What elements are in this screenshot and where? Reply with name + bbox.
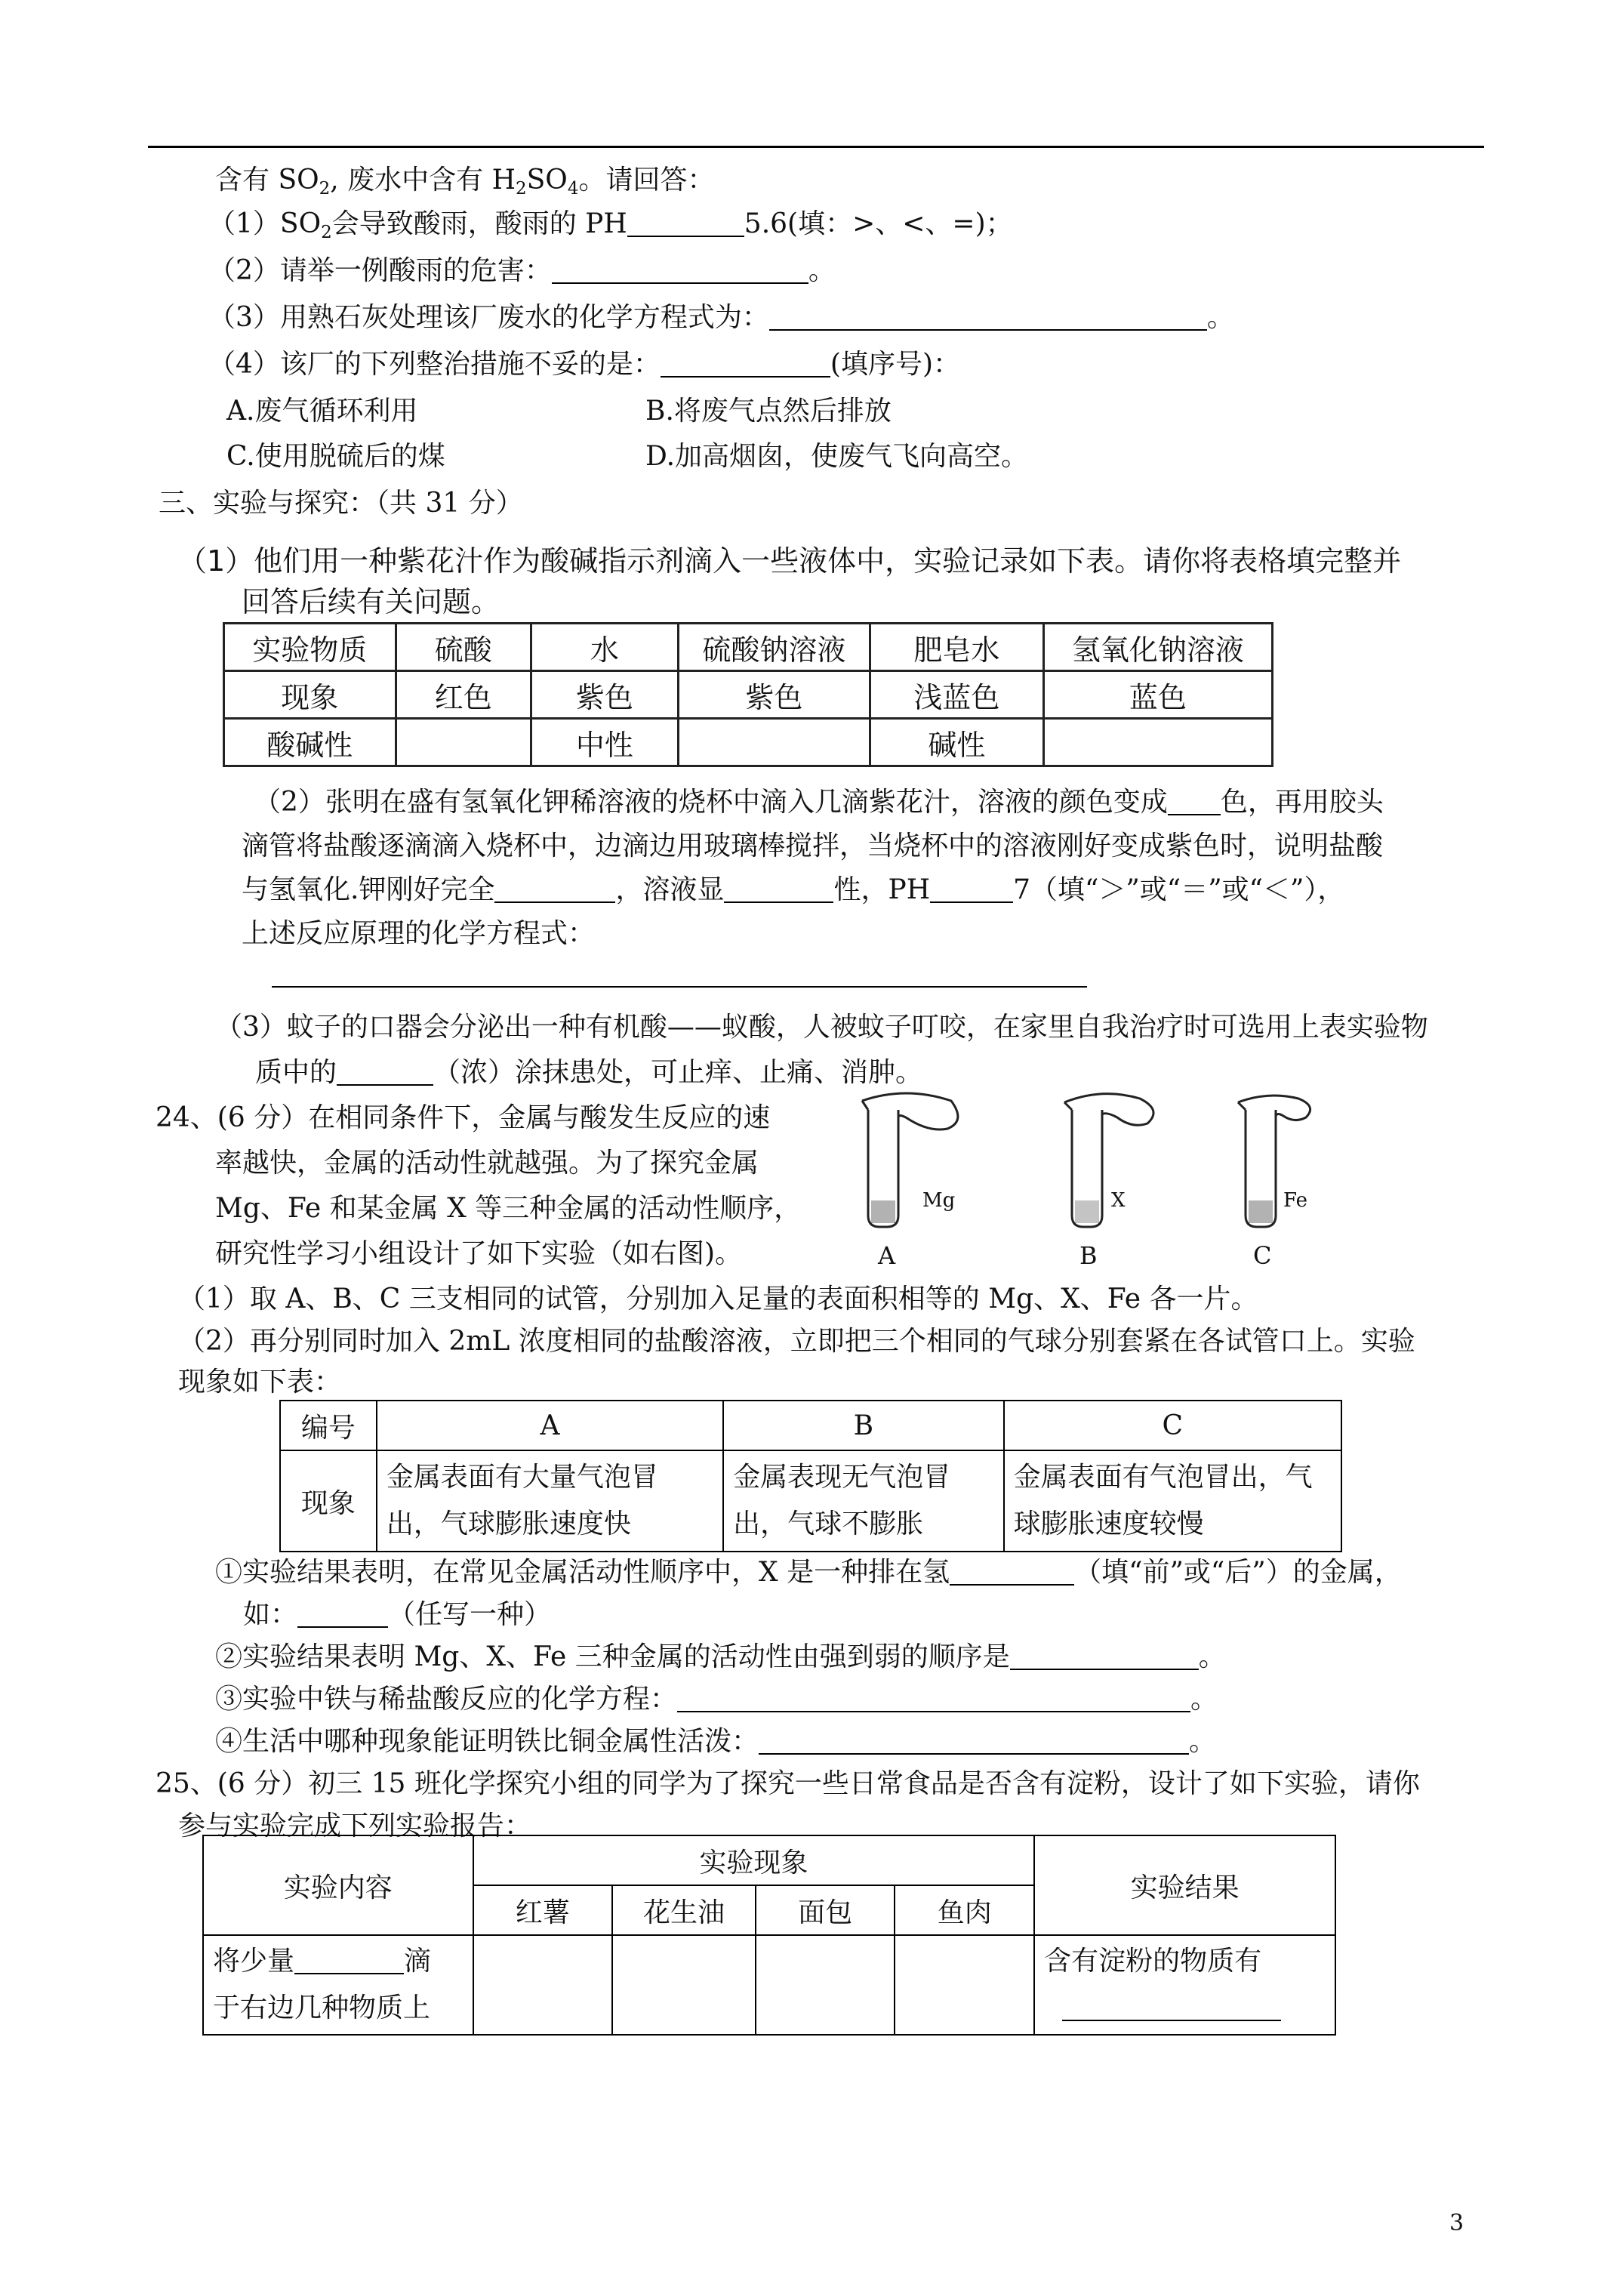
answer-cell[interactable] bbox=[473, 1935, 613, 2035]
part2-line1: （2）张明在盛有氢氧化钾稀溶液的烧杯中滴入几滴紫花汁，溶液的颜色变成 色，再用胶头 bbox=[254, 787, 1384, 818]
blank[interactable] bbox=[552, 255, 808, 284]
table-row bbox=[280, 1450, 1341, 1552]
part1-line1: （1）他们用一种紫花汁作为酸碱指示剂滴入一些液体中，实验记录如下表。请你将表格填完整并 bbox=[178, 544, 1402, 578]
table-cell: 酸碱性 bbox=[224, 719, 396, 766]
question-intro: 含有 $SO_2$, 废水中含有 $H_2SO_4$。请回答： bbox=[215, 165, 715, 199]
option-c: C.使用脱硫后的煤 bbox=[226, 441, 445, 472]
table-cell: 紫色 bbox=[531, 671, 679, 719]
blank[interactable] bbox=[1168, 787, 1221, 815]
answer-cell[interactable] bbox=[1043, 719, 1272, 766]
starch-report-table bbox=[202, 1835, 1336, 2036]
conclusion-2: ②实验结果表明 Mg、X、Fe 三种金属的活动性由强到弱的顺序是 。 bbox=[215, 1641, 1226, 1672]
question-2: （2）请举一例酸雨的危害： 。 bbox=[208, 255, 836, 286]
table-cell: B bbox=[723, 1401, 1003, 1450]
table-cell: 氢氧化钠溶液 bbox=[1043, 624, 1272, 671]
part3-line2: 质中的 （浓）涂抹患处，可止痒、止痛、消肿。 bbox=[255, 1057, 923, 1088]
option-a: A.废气循环利用 bbox=[226, 396, 418, 427]
blank[interactable] bbox=[724, 874, 833, 903]
table-cell: 肥皂水 bbox=[870, 624, 1044, 671]
q24-step2b: 现象如下表： bbox=[178, 1367, 342, 1398]
table-cell: 含有淀粉的物质有 bbox=[1034, 1935, 1335, 2035]
table-cell: A bbox=[377, 1401, 723, 1450]
table-cell: 水 bbox=[531, 624, 679, 671]
equation-blank[interactable] bbox=[272, 986, 1087, 988]
table-cell: 将少量 滴 于右边几种物质上 bbox=[203, 1935, 473, 2035]
table-cell: 现象 bbox=[280, 1450, 377, 1552]
tube-label-x: X bbox=[1111, 1189, 1126, 1212]
conclusion-1b: 如： （任写一种） bbox=[243, 1599, 552, 1630]
tube-letter-b: B bbox=[1079, 1241, 1098, 1270]
answer-cell[interactable] bbox=[895, 1935, 1034, 2035]
conclusion-3: ③实验中铁与稀盐酸反应的化学方程： 。 bbox=[215, 1684, 1218, 1715]
table-cell: 鱼肉 bbox=[895, 1885, 1034, 1935]
blank[interactable] bbox=[1062, 1992, 1281, 2021]
table-cell: 硫酸钠溶液 bbox=[678, 624, 870, 671]
part2-line4: 上述反应原理的化学方程式： bbox=[242, 918, 596, 949]
table-row bbox=[203, 1935, 1335, 2035]
blank[interactable] bbox=[759, 1726, 1189, 1755]
blank[interactable] bbox=[337, 1057, 433, 1086]
answer-cell[interactable] bbox=[678, 719, 870, 766]
q24-step1: （1）取 A、B、C 三支相同的试管，分别加入足量的表面积相等的 Mg、X、Fe 各一片。 bbox=[178, 1284, 1258, 1314]
part2-line3: 与氢氧化.钾刚好完全 ，溶液显 性，PH 7（填“＞”或“＝”或“＜”）， bbox=[242, 874, 1345, 905]
tube-label-mg: Mg bbox=[922, 1189, 956, 1212]
q24-line4: 研究性学习小组设计了如下实验（如右图)。 bbox=[215, 1238, 743, 1269]
question-4: （4）该厂的下列整治措施不妥的是： (填序号)： bbox=[208, 349, 960, 380]
blank[interactable] bbox=[627, 208, 744, 237]
phenomena-table bbox=[279, 1400, 1342, 1552]
header-rule bbox=[148, 146, 1484, 148]
page-number: 3 bbox=[1449, 2210, 1464, 2236]
table-cell: 编号 bbox=[280, 1401, 377, 1450]
table-row bbox=[224, 719, 1273, 766]
part2-line2: 滴管将盐酸逐滴滴入烧杯中，边滴边用玻璃棒搅拌，当烧杯中的溶液刚好变成紫色时，说明盐酸 bbox=[242, 831, 1384, 861]
answer-cell[interactable] bbox=[396, 719, 531, 766]
indicator-table bbox=[223, 622, 1273, 767]
table-cell: 金属表面有气泡冒出，气 球膨胀速度较慢 bbox=[1004, 1450, 1341, 1552]
table-cell: 紫色 bbox=[678, 671, 870, 719]
q24-line3: Mg、Fe 和某金属 X 等三种金属的活动性顺序， bbox=[215, 1193, 802, 1224]
table-cell: 红色 bbox=[396, 671, 531, 719]
question-1: $(1)SO_2$会导致酸雨，酸雨的 PH 5.6(填：>、<、=)； bbox=[208, 208, 1013, 242]
section-title: 三、实验与探究：（共 31 分） bbox=[159, 488, 523, 519]
blank[interactable] bbox=[930, 874, 1013, 903]
q24-line1: 24、(6 分）在相同条件下，金属与酸发生反应的速 bbox=[156, 1102, 771, 1133]
table-cell: 实验内容 bbox=[203, 1835, 473, 1935]
part1-line2: 回答后续有关问题。 bbox=[242, 585, 500, 618]
table-cell: 金属表现无气泡冒 出，气球不膨胀 bbox=[723, 1450, 1003, 1552]
table-cell: 实验结果 bbox=[1034, 1835, 1335, 1935]
table-cell: 面包 bbox=[756, 1885, 895, 1935]
table-cell: 实验物质 bbox=[224, 624, 396, 671]
answer-cell[interactable] bbox=[612, 1935, 756, 2035]
tube-label-fe: Fe bbox=[1283, 1189, 1308, 1212]
blank[interactable] bbox=[294, 1946, 404, 1974]
answer-cell[interactable] bbox=[756, 1935, 895, 2035]
table-cell: 碱性 bbox=[870, 719, 1044, 766]
table-row bbox=[203, 1835, 1335, 1885]
table-row bbox=[280, 1401, 1341, 1450]
table-row bbox=[224, 624, 1273, 671]
part3-line1: （3）蚊子的口器会分泌出一种有机酸——蚁酸，人被蚊子叮咬，在家里自我治疗时可选用上表实验物 bbox=[215, 1012, 1428, 1043]
table-cell: 浅蓝色 bbox=[870, 671, 1044, 719]
conclusion-4: ④生活中哪种现象能证明铁比铜金属性活泼： 。 bbox=[215, 1726, 1217, 1757]
table-cell: 中性 bbox=[531, 719, 679, 766]
blank[interactable] bbox=[769, 302, 1207, 331]
blank[interactable] bbox=[661, 349, 830, 378]
table-cell: 硫酸 bbox=[396, 624, 531, 671]
question-3: （3）用熟石灰处理该厂废水的化学方程式为： 。 bbox=[208, 302, 1234, 333]
blank[interactable] bbox=[677, 1684, 1190, 1712]
table-cell: 蓝色 bbox=[1043, 671, 1272, 719]
table-row bbox=[224, 671, 1273, 719]
conclusion-1: ①实验结果表明，在常见金属活动性顺序中，X 是一种排在氢 （填“前”或“后”）的金属， bbox=[215, 1557, 1402, 1588]
option-b: B.将废气点然后排放 bbox=[645, 396, 892, 427]
q24-step2: （2）再分别同时加入 2mL 浓度相同的盐酸溶液，立即把三个相同的气球分别套紧在各试管口上。实验 bbox=[178, 1326, 1415, 1357]
option-d: D.加高烟囱，使废气飞向高空。 bbox=[645, 441, 1029, 472]
q25-line2: 参与实验完成下列实验报告： bbox=[178, 1811, 532, 1841]
q24-line2: 率越快，金属的活动性就越强。为了探究金属 bbox=[215, 1148, 759, 1179]
blank[interactable] bbox=[1010, 1641, 1199, 1670]
table-cell: C bbox=[1004, 1401, 1341, 1450]
table-cell: 现象 bbox=[224, 671, 396, 719]
tube-letter-a: A bbox=[878, 1241, 896, 1270]
blank[interactable] bbox=[950, 1557, 1074, 1586]
blank[interactable] bbox=[297, 1599, 388, 1628]
blank[interactable] bbox=[494, 874, 615, 903]
table-cell: 金属表面有大量气泡冒 出，气球膨胀速度快 bbox=[377, 1450, 723, 1552]
table-cell: 红薯 bbox=[473, 1885, 613, 1935]
table-cell: 实验现象 bbox=[473, 1835, 1035, 1885]
table-cell: 花生油 bbox=[612, 1885, 756, 1935]
q25-line1: 25、(6 分）初三 15 班化学探究小组的同学为了探究一些日常食品是否含有淀粉，设计了如下实验，请你 bbox=[156, 1768, 1420, 1799]
tube-letter-c: C bbox=[1253, 1241, 1272, 1270]
